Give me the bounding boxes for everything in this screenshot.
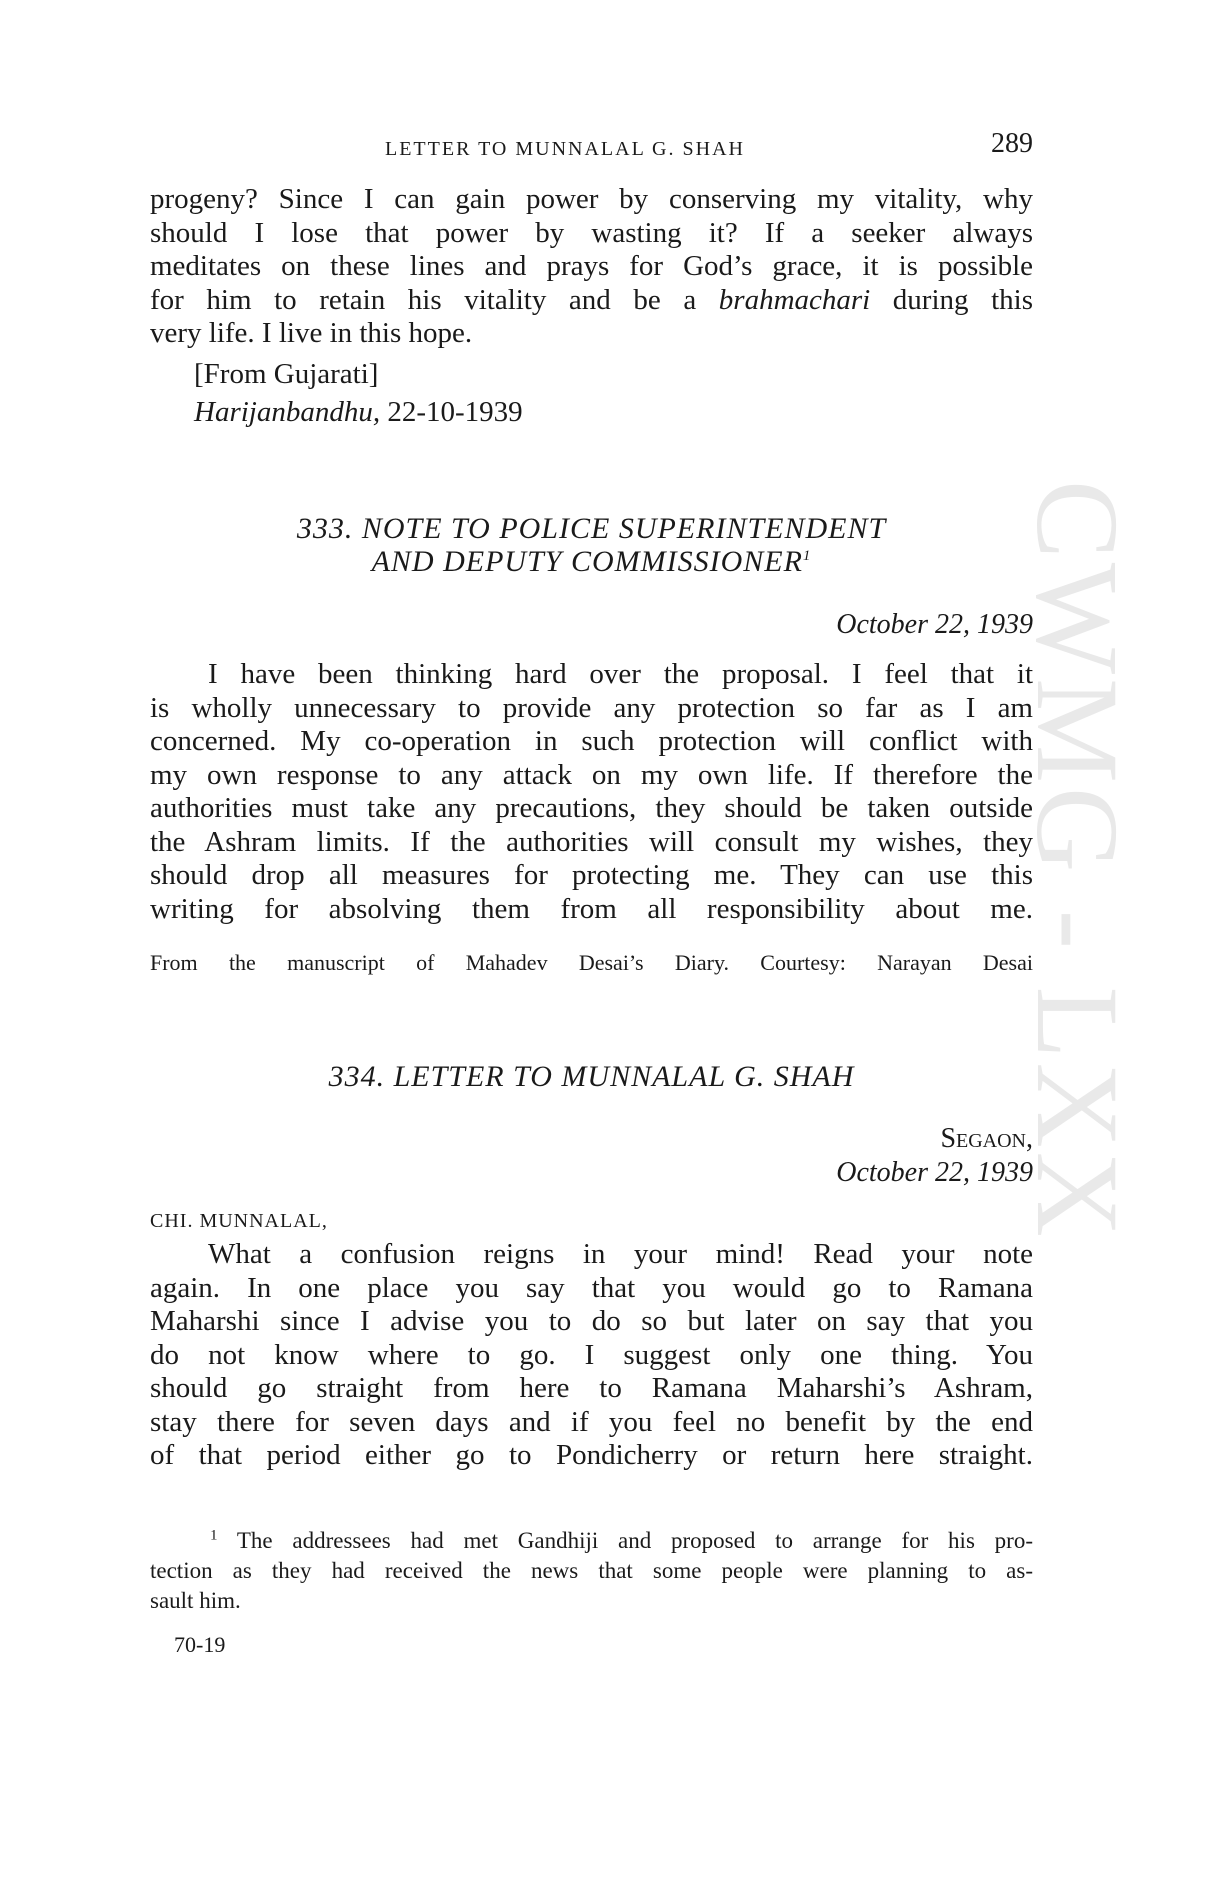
item-333-date: October 22, 1939 [836,609,1033,640]
footnote-ref: 1 [802,548,812,564]
watermark-text: CWMG - LXX [1012,480,1143,1242]
intro-paragraph [150,183,1033,351]
footnote-text: The addressees had met Gandhiji and proposed to arrange for his pro- [217,1528,1033,1553]
text-line: the Ashram limits. If the authorities will consult my wishes, they [150,825,1033,858]
running-head: LETTER TO MUNNALAL G. SHAH [385,138,745,160]
text-line [150,284,1033,318]
text-line: should go straight from here to Ramana Maharshi’s Ashram, [150,1372,1033,1404]
footnote-number: 1 [210,1527,218,1544]
intro-publication [194,396,1077,430]
item-334-place: Segaon, [940,1123,1033,1154]
item-334-body [150,1238,1033,1473]
text-line: What a confusion reigns in your mind! Read your note [208,1238,1033,1270]
title-line: 333. NOTE TO POLICE SUPERINTENDENT [296,512,887,545]
text-line: I have been thinking hard over the proposal. I feel that it [208,658,1033,690]
text-line: Maharshi since I advise you to do so but later on say that you [150,1305,1033,1337]
text-segment: during this [870,283,1033,316]
text-line: again. In one place you say that you would go to Ramana [150,1271,1033,1304]
publication-name: Harijanbandhu, [194,396,381,428]
publication-date: 22-10-1939 [387,396,523,428]
text-line: concerned. My co-operation in such protection will conflict with [150,725,1033,757]
page-number: 289 [991,128,1033,159]
text-line: authorities must take any precautions, they should be taken outside [150,792,1033,824]
item-333-body [150,658,1033,926]
text-line: very life. I live in this hope. [150,317,473,349]
signature-mark: 70-19 [174,1632,226,1657]
title-line [150,545,1033,578]
item-333-title [150,512,1033,578]
text-line: writing for absolving them from all responsibility about me. [150,892,1033,925]
text-line: is wholly unnecessary to provide any protection so far as I am [150,691,1033,724]
text-line: my own response to any attack on my own life. If therefore the [150,758,1033,791]
text-line: progeny? Since I can gain power by conserving my vitality, why [150,183,1033,215]
text-line: do not know where to go. I suggest only one thing. You [150,1338,1033,1371]
text-line: should drop all measures for protecting me. They can use this [150,859,1033,891]
intro-source: [From Gujarati] [194,358,379,390]
footnote-line [150,1526,1033,1556]
item-333-source: From the manuscript of Mahadev Desai’s Diary. Courtesy: Narayan Desai [150,950,1033,975]
item-334-date: October 22, 1939 [836,1157,1033,1188]
footnote-line: tection as they had received the news that some people were planning to as- [150,1558,1033,1583]
footnote [150,1526,1033,1616]
text-line: should I lose that power by wasting it? If a seeker always [150,216,1033,249]
footnote-line: sault him. [150,1588,241,1613]
text-segment: for him to retain his vitality and be a [150,283,719,316]
page-header [150,128,1033,168]
title-line-text: AND DEPUTY COMMISSIONER [371,545,803,578]
text-line: meditates on these lines and prays for God’s grace, it is possible [150,250,1033,282]
item-334-title: 334. LETTER TO MUNNALAL G. SHAH [328,1060,855,1093]
salutation: CHI. MUNNALAL, [150,1210,328,1232]
text-line: of that period either go to Pondicherry or return here straight. [150,1439,1033,1471]
italic-term: brahmachari [718,283,871,316]
text-line: stay there for seven days and if you feel no benefit by the end [150,1405,1033,1438]
